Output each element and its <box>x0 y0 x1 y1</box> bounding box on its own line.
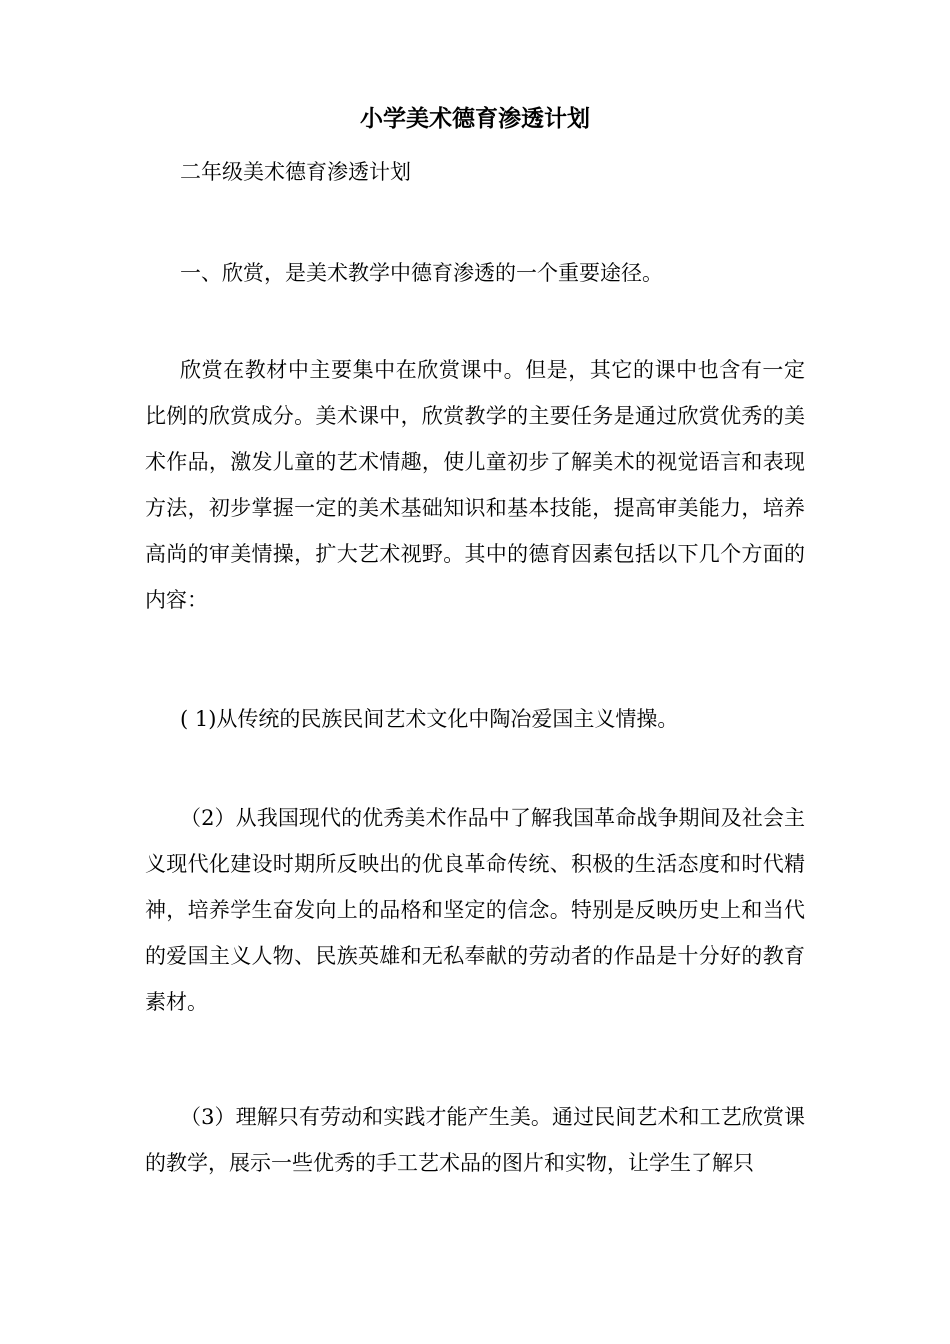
document-subtitle: 二年级美术德育渗透计划 <box>180 160 411 184</box>
section-heading: 一、欣赏，是美术教学中德育渗透的一个重要途径。 <box>180 261 663 285</box>
intro-paragraph: 欣赏在教材中主要集中在欣赏课中。但是，其它的课中也含有一定比例的欣赏成分。美术课中，欣赏教学的主要任务是通过欣赏优秀的美术作品，激发儿童的艺术情趣，使儿童初步了解美术的视觉语言和表现方法，初步掌握一定的美术基础知识和基本技能，提高审美能力，培养高尚的审美情操，扩大艺术视野。其中的德育因素包括以下几个方面的内容： <box>145 358 805 612</box>
list-item-1: ( 1)从传统的民族民间艺术文化中陶冶爱国主义情操。 <box>180 707 679 731</box>
list-item-2: （2）从我国现代的优秀美术作品中了解我国革命战争期间及社会主义现代化建设时期所反映出的优良革命传统、积极的生活态度和时代精神，培养学生奋发向上的品格和坚定的信念。特别是反映历史上和当代的爱国主义人物、民族英雄和无私奉献的劳动者的作品是十分好的教育素材。 <box>145 806 805 1014</box>
document-title: 小学美术德育渗透计划 <box>360 105 590 132</box>
list-item-3: （3）理解只有劳动和实践才能产生美。通过民间艺术和工艺欣赏课的教学，展示一些优秀的手工艺术品的图片和实物，让学生了解只 <box>145 1105 805 1175</box>
